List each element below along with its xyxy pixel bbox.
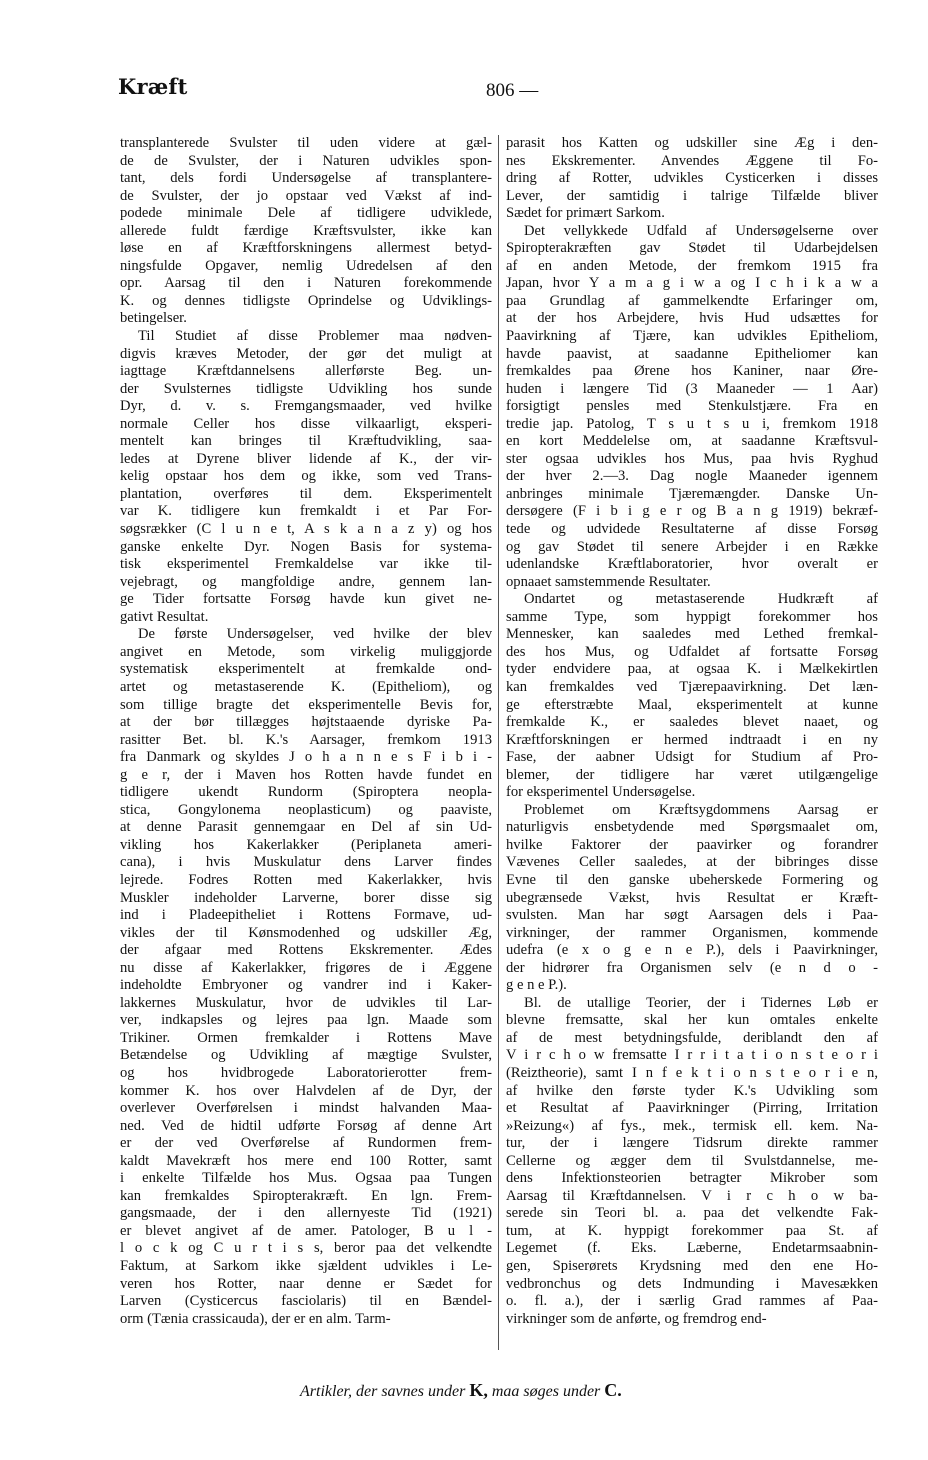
text-line: Mennesker, kan saaledes med Lethed fremkal-	[506, 626, 878, 643]
text-line: svulsten. Man har søgt Aarsagen dels i Paa-	[506, 907, 878, 924]
text-line: angivet en Metode, som virkelig muliggjorde	[120, 643, 492, 660]
text-line: Sædet for primært Sarkom.	[506, 205, 665, 222]
text-line: ganske enkelte Dyr. Nogen Basis for systema-	[120, 538, 492, 555]
text-line: (Reiztheorie), samt I n f e k t i o n s t e o r i e n,	[506, 1064, 878, 1081]
text-line: paa Grundlag af gammelkendte Erfaringer om,	[506, 292, 878, 309]
text-line: tredie jap. Patolog, T s u t s u i, fremkom 1918	[506, 415, 878, 432]
left-column	[120, 135, 492, 1328]
text-line: Betændelse og Udvikling af mægtige Svulster,	[120, 1047, 492, 1064]
text-line: Ondartet og metastaserende Hudkræft af	[524, 591, 878, 608]
text-line: at der hos Arbejdere, hvis Hud udsættes for	[506, 310, 878, 327]
text-line: tant, dels fordi Undersøgelse af transplantere-	[120, 170, 492, 187]
text-line: des hos Mus, og Udfaldet af fortsatte Forsøg	[506, 643, 878, 660]
text-line: for eksperimentel Undersøgelse.	[506, 784, 696, 801]
text-line: kan fremkaldes Spiropterakræft. En lgn. Frem-	[120, 1187, 492, 1204]
text-line: transplanterede Svulster til uden videre at gæl-	[120, 135, 492, 151]
text-line: gativt Resultat.	[120, 608, 209, 625]
text-line: dring af Rotter, udvikles Cysticerken i disses	[506, 170, 878, 187]
text-line: i enkelte Tilfælde hos Mus. Ogsaa paa Tungen	[120, 1170, 492, 1187]
footer-letter-2: C.	[604, 1380, 622, 1400]
text-line: opr. Aarsag til den i Naturen forekommende	[120, 275, 492, 292]
text-line: er blevet angivet af de amer. Patologer, B u l -	[120, 1222, 492, 1239]
text-line: der hver 2.—3. Dag nogle Maaneder igennem	[506, 468, 878, 485]
text-line: systematisk eksperimentelt at fremkalde ond-	[120, 661, 492, 678]
text-line: ge Tider fortsatte Forsøg havde kun givet ne-	[120, 591, 492, 608]
text-line: vikles der til Kønsmodenhed og udskiller Æg,	[120, 924, 492, 941]
text-line: Det vellykkede Udfald af Undersøgelserne over	[524, 222, 878, 239]
text-line: normale Celler hos disse vilkaarligt, eksperi-	[120, 415, 492, 432]
text-line: ningsfulde Opgaver, nemlig Udredelsen af den	[120, 257, 492, 274]
text-line: Cellerne og ægger dem til Svulstdannelse, me-	[506, 1152, 878, 1169]
text-line: vedbronchus og dets Indmunding i Mavesækken	[506, 1275, 878, 1292]
text-line: en kort Meddelelse om, at saadanne Kræftsvul-	[506, 433, 878, 450]
footer-letter-1: K,	[469, 1380, 488, 1400]
text-line: gangsmaade, der i den allernyeste Tid (1921)	[120, 1205, 492, 1222]
text-line: hvilke Faktorer der paavirker og forandrer	[506, 836, 878, 853]
text-line: Lever, der samtidig i talrige Tilfælde bliver	[506, 187, 878, 204]
text-line: og hos hvidbrogede Laboratorierotter frem-	[120, 1064, 492, 1081]
text-line: nes Ekskrementer. Anvendes Æggene til Fo-	[506, 152, 878, 169]
text-line: opnaaet samstemmende Resultater.	[506, 573, 711, 590]
text-line: der Svulsternes tidligste Udvikling hos sunde	[120, 380, 492, 397]
text-line: fremkalde K., er saaledes blevet naaet, og	[506, 714, 878, 731]
text-line: veren hos Rotter, naar denne er Sædet for	[120, 1275, 492, 1292]
text-line: forsigtigt pensles med Stenkulstjære. Fra en	[506, 398, 878, 415]
text-line: et Resultat af Paavirkninger (Pirring, Irritation	[506, 1100, 878, 1117]
text-line: ver, indkapsles og lejres paa lgn. Maade som	[120, 1012, 492, 1029]
text-line: De første Undersøgelser, ved hvilke der blev	[138, 626, 492, 643]
text-line: og gav Stødet til senere Arbejder i en Række	[506, 538, 878, 555]
text-line: huden i længere Tid (3 Maaneder — 1 Aar)	[506, 380, 878, 397]
text-line: virkninger som de anførte, og fremdrog end-	[506, 1310, 767, 1327]
text-line: fra Danmark og skyldes J o h a n n e s F i b i -	[120, 749, 492, 766]
text-line: virkninger, der rammer Organismen, kommende	[506, 924, 878, 941]
text-line: Fase, der aabner Udsigt for Studium af Pro-	[506, 749, 878, 766]
text-line: o. fl. a.), der i særlig Grad rammes af Paa-	[506, 1293, 878, 1310]
text-line: Faktum, at Sarkom ikke sjældent udvikles i Le-	[120, 1258, 492, 1274]
text-line: indeholdte Embryoner og vandrer ind i Kaker-	[120, 977, 492, 994]
text-line: løse en af Kræftforskningens allermest betyd-	[120, 240, 492, 257]
text-line: tyder endvidere paa, at ogsaa K. i Mælkekirtlen	[506, 661, 878, 678]
text-line: vejebragt, og mangfoldige andre, gennem lan-	[120, 573, 492, 590]
text-line: er der ved Overførelse af Rundormen frem-	[120, 1135, 492, 1152]
text-line: iagttage Kræftdannelsens allerførste Beg. un-	[120, 363, 492, 380]
text-line: stica, Gongylonema neoplasticum) og paaviste,	[120, 801, 492, 818]
text-line: kommer K. hos over Halvdelen af de Dyr, der	[120, 1082, 492, 1099]
text-line: plantation, overføres til dem. Eksperimentelt	[120, 485, 492, 502]
right-column	[506, 135, 878, 1328]
text-line: g e r, der i Maven hos Rotten havde fundet en	[120, 766, 492, 783]
page-number: 806 —	[486, 80, 539, 101]
text-line: kan fremkaldes ved Tjærepaavirkning. Det læn-	[506, 678, 878, 695]
text-line: kelig opstaar hos dem og ikke, som ved Trans-	[120, 468, 492, 485]
text-line: blevne fremsatte, skal her kun omtales enkelte	[506, 1012, 878, 1029]
text-line: Bl. de utallige Teorier, der i Tidernes Løb er	[524, 994, 878, 1011]
text-line: ge efterstræbte Maal, eksperimentelt at kunne	[506, 696, 878, 713]
headword: Kræft	[118, 74, 188, 99]
text-line: podede minimale Dele af tidligere udviklede,	[120, 205, 492, 222]
text-line: gen, Spiserørets Krydsning med den ene Ho-	[506, 1258, 878, 1274]
column-divider	[498, 135, 499, 1350]
text-line: K. og dennes tidligste Oprindelse og Udviklings-	[120, 292, 492, 309]
text-line: som tillige bragte det eksperimentelle Bevis for,	[120, 696, 492, 713]
text-line: »Reizung«) af fys., mek., termisk ell. kem. Na-	[506, 1117, 878, 1134]
text-line: overlever Overførelsen i mindst halvanden Maa-	[120, 1100, 492, 1117]
text-line: allerede fuldt færdige Kræftsvulster, ikke kan	[120, 222, 492, 239]
text-line: dens Infektionsteorien betragter Mikrober som	[506, 1170, 878, 1187]
text-line: lejrede. Fodres Rotten med Kakerlakker, hvis	[120, 871, 492, 888]
text-line: ledes at Dyrene bliver lidende af K., der vir-	[120, 450, 492, 467]
text-line: af hvilke den første tyder K.'s Udvikling som	[506, 1082, 878, 1099]
text-line: ster ogsaa udvikles hos Mus, paa hvis Ryghud	[506, 450, 878, 467]
text-line: fremkaldes paa Ørene hos Kaniner, naar Øre-	[506, 363, 878, 380]
text-line: at der bør tillægges højtstaaende dyriske Pa-	[120, 714, 492, 731]
text-line: lakkernes Muskulatur, hvor de udvikles til Lar-	[120, 994, 492, 1011]
text-line: parasit hos Katten og udskiller sine Æg i den-	[506, 135, 878, 151]
text-line: vikling hos Kakerlakker (Periplaneta ameri-	[120, 836, 492, 853]
text-line: V i r c h o w fremsatte I r r i t a t i o n s t e o r i	[506, 1047, 878, 1064]
text-line: samme Type, som hyppigt forekommer hos	[506, 608, 878, 625]
text-line: l o c k og C u r t i s s, beror paa det velkendte	[120, 1240, 492, 1257]
text-line: der hidrører fra Organismen selv (e n d o -	[506, 959, 878, 976]
text-line: søgsrækker (C l u n e t, A s k a n a z y) og hos	[120, 521, 492, 538]
text-line: kaldt Mavekræft hos mere end 100 Rotter, samt	[120, 1152, 492, 1169]
text-line: Dyr, d. v. s. Fremgangsmaader, ved hvilke	[120, 398, 492, 415]
text-line: af en anden Metode, der fremkom 1915 fra	[506, 257, 878, 274]
footer-text-1: Artikler, der savnes under	[300, 1383, 466, 1400]
text-line: dersøgere (F i b i g e r og B a n g 1919) bekræf-	[506, 503, 878, 520]
text-line: tum, at K. hyppigt forekommer paa St. af	[506, 1222, 878, 1239]
text-line: ned. Ved de hidtil udførte Forsøg af denne Art	[120, 1117, 492, 1134]
text-line: serede sin Teori bl. a. paa det velkendte Fak-	[506, 1205, 878, 1222]
text-line: Evne til den ganske ubeherskede Formering og	[506, 871, 878, 888]
text-line: Muskler indeholder Larverne, borer disse sig	[120, 889, 492, 906]
text-line: orm (Tænia crassicauda), der er en alm. Tarm-	[120, 1310, 391, 1327]
text-line: Legemet (f. Eks. Læberne, Endetarmsaabnin-	[506, 1240, 878, 1257]
text-line: af de mest betydningsfulde, deriblandt den af	[506, 1029, 878, 1046]
text-line: udenlandske Kræftlaboratorier, hvor overalt er	[506, 556, 878, 573]
text-line: havde paavist, at saadanne Epitheliomer kan	[506, 345, 878, 362]
text-line: Spiropterakræften gav Stødet til Udarbejdelsen	[506, 240, 878, 257]
text-line: betingelser.	[120, 310, 187, 327]
text-line: var K. tidligere kun fremkaldt i et Par For-	[120, 503, 492, 520]
text-line: cana), i hvis Muskulatur dens Larver findes	[120, 854, 492, 871]
text-line: at denne Parasit gennemgaar en Del af sin Ud-	[120, 819, 492, 836]
text-line: Kræftforskningen er hermed indtraadt i en ny	[506, 731, 878, 748]
text-line: tisk eksperimentel Fremkaldelse var ikke til-	[120, 556, 492, 573]
text-line: ubegrænsede Vækst, hvis Resultat er Kræft-	[506, 889, 878, 906]
text-line: de de Svulster, der i Naturen udvikles spon-	[120, 152, 492, 169]
text-line: tidligere ukendt Rundorm (Spiroptera neopla-	[120, 784, 492, 801]
text-line: g e n e P.).	[506, 977, 567, 994]
text-line: anbringes minimale Tjæremængder. Danske Un-	[506, 485, 878, 502]
footer-text-2: maa søges under	[491, 1383, 601, 1400]
text-line: Paavirkning af Tjære, kan udvikles Epitheliom,	[506, 328, 878, 345]
footer-note	[300, 1380, 622, 1401]
text-line: naturligvis ensbetydende med Spørgsmaalet om,	[506, 819, 878, 836]
text-line: der afgaar med Rottens Ekskrementer. Ædes	[120, 942, 492, 959]
text-line: Problemet om Kræftsygdommens Aarsag er	[524, 801, 878, 818]
text-line: artet og metastaserende K. (Epitheliom), og	[120, 678, 492, 695]
text-line: Japan, hvor Y a m a g i w a og I c h i k a w a	[506, 275, 878, 292]
text-line: ind i Pladeepitheliet i Rottens Formave, ud-	[120, 907, 492, 924]
text-line: de Svulster, der jo opstaar ved Vækst af ind-	[120, 187, 492, 204]
text-line: blemer, der tidligere har været utilgængelige	[506, 766, 878, 783]
text-line: mentelt kan bringes til Kræftudvikling, saa-	[120, 433, 492, 450]
text-line: rasitter Bet. bl. K.'s Aarsager, fremkom 1913	[120, 731, 492, 748]
text-line: digvis kræves Metoder, der gør det muligt at	[120, 345, 492, 362]
text-line: nu disse af Kakerlakker, frigøres de i Æggene	[120, 959, 492, 976]
text-line: Larven (Cysticercus fasciolaris) til en Bændel-	[120, 1293, 492, 1310]
text-line: Aarsag til Kræftdannelsen. V i r c h o w ba-	[506, 1187, 878, 1204]
text-line: Trikiner. Ormen fremkalder i Rottens Mave	[120, 1029, 492, 1046]
text-line: tede og udvidede Resultaterne af disse Forsøg	[506, 521, 878, 538]
text-line: udefra (e x o g e n e P.), dels i Paavirkninger,	[506, 942, 878, 959]
text-line: Til Studiet af disse Problemer maa nødven-	[138, 328, 492, 345]
text-line: Vævenes Celler saaledes, at der bibringes disse	[506, 854, 878, 871]
text-line: tur, der i længere Tidsrum direkte rammer	[506, 1135, 878, 1152]
